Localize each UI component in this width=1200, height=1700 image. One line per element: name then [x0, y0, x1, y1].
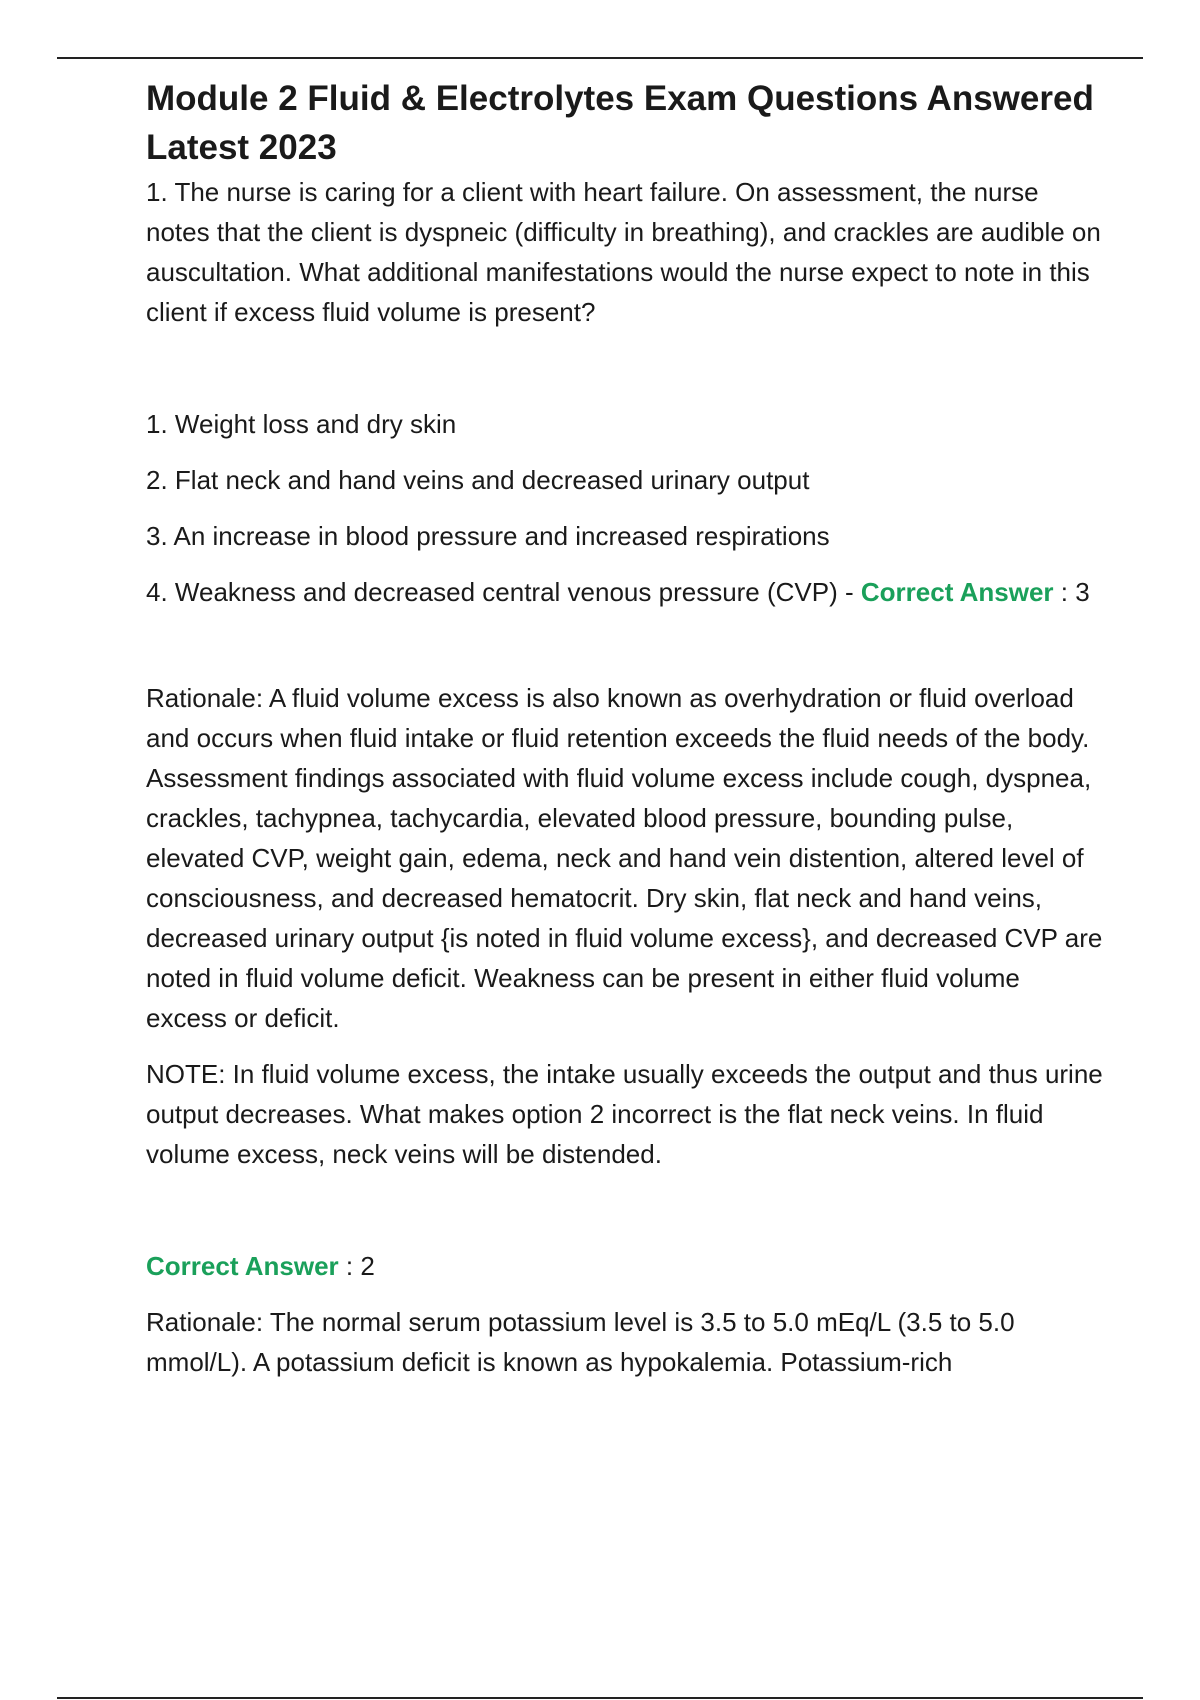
- top-rule: [57, 57, 1143, 59]
- option-1: 1. Weight loss and dry skin: [146, 409, 457, 439]
- correct-answer-label: Correct Answer: [860, 577, 1054, 607]
- question-2-answer: [146, 1246, 1106, 1286]
- document-page: [146, 74, 1106, 1382]
- question-2-rationale: Rationale: The normal serum potassium level is 3.5 to 5.0 mEq/L (3.5 to 5.0 mmol/L). A potassium deficit is known as hypokalemia. Potassium-rich: [146, 1307, 1015, 1377]
- correct-answer-value-2: : 2: [338, 1251, 375, 1281]
- option-3: 3. An increase in blood pressure and increased respirations: [146, 521, 830, 551]
- correct-answer-label-2: Correct Answer: [146, 1251, 339, 1281]
- question-1-rationale: Rationale: A fluid volume excess is also known as overhydration or fluid overload and occurs when fluid intake or fluid retention exceeds the fluid needs of the body. Assessment findings associated with fluid volume excess include cough, dyspnea, crackles, tachypnea, tachycardia, elevated blood pressure, bounding pulse, elevated CVP, weight gain, edema, neck and hand vein distention, altered level of consciousness, and decreased hematocrit. Dry skin, flat neck and hand veins, decreased urinary output {is noted in fluid volume excess}, and decreased CVP are noted in fluid volume deficit. Weakness can be present in either fluid volume excess or deficit.: [146, 683, 1103, 1033]
- document-title: Module 2 Fluid & Electrolytes Exam Questions Answered Latest 2023: [146, 79, 1094, 167]
- bottom-rule: [57, 1697, 1143, 1699]
- question-1-note: NOTE: In fluid volume excess, the intake usually exceeds the output and thus urine output decreases. What makes option 2 incorrect is the flat neck veins. In fluid volume excess, neck veins will be distended.: [146, 1059, 1103, 1169]
- option-4-text: 4. Weakness and decreased central venous pressure (CVP) -: [146, 577, 861, 607]
- option-2: 2. Flat neck and hand veins and decreased urinary output: [146, 465, 810, 495]
- option-4: [146, 572, 1106, 612]
- correct-answer-value: : 3: [1053, 577, 1090, 607]
- question-1-stem: 1. The nurse is caring for a client with heart failure. On assessment, the nurse notes that the client is dyspneic (difficulty in breathing), and crackles are audible on auscultation. What additional manifestations would the nurse expect to note in this client if excess fluid volume is present?: [146, 177, 1101, 327]
- question-1-options: [146, 404, 1106, 612]
